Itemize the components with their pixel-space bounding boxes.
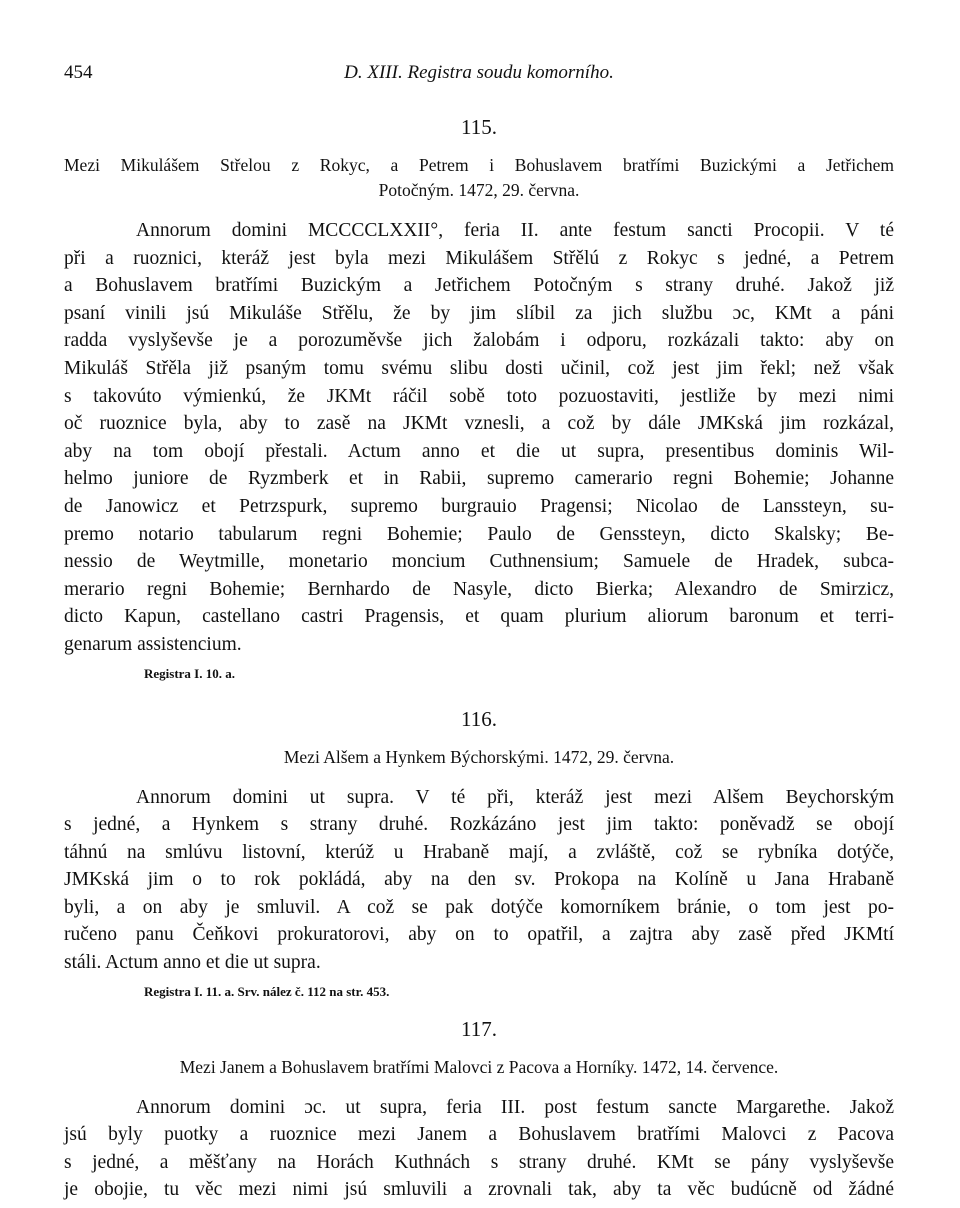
body-line: s jedné, a Hynkem s strany druhé. Rozkázáno jest jim takto: poněvadž se obojí <box>64 814 894 836</box>
heading-line: Mezi Janem a Bohuslavem bratřími Malovci z Pacova a Horníky. 1472, 14. července. <box>179 1056 779 1077</box>
body-line: Annorum domini ut supra. V té při, kteráž jest mezi Alšem Beychorským <box>136 786 894 808</box>
body-line: Annorum domini ɔc. ut supra, feria III. post festum sancte Margarethe. Jakož <box>136 1096 894 1118</box>
body-line: s jedné, a měšťany na Horách Kuthnách s strany druhé. KMt se pány vyslyševše <box>64 1151 894 1173</box>
entry-heading <box>64 153 894 203</box>
heading-line: Mezi Alšem a Hynkem Býchorskými. 1472, 29. června. <box>283 746 675 767</box>
entry-heading <box>64 745 894 770</box>
source-reference: Registra I. 11. a. Srv. nález č. 112 na str. 453. <box>144 983 390 999</box>
body-line: helmo juniore de Ryzmberk et in Rabii, supremo camerario regni Bohemie; Johanne <box>64 468 894 490</box>
body-line: nessio de Weytmille, monetario moncium Cuthnensium; Samuele de Hradek, subca- <box>64 551 894 573</box>
body-line: ručeno panu Čeňkovi prokuratorovi, aby on to opatřil, a zajtra aby zasě před JKMtí <box>64 924 894 946</box>
heading-line: Potočným. 1472, 29. června. <box>378 180 580 200</box>
body-line: radda vyslyševše je a porozuměvše jich žalobám i odporu, rozkázali takto: aby on <box>64 330 894 352</box>
body-line: byli, a on aby je smluvil. A což se pak dotýče komorníkem bránie, o tom jest po- <box>64 896 894 918</box>
entry-number: 115. <box>461 115 497 139</box>
body-line: JMKská jim o to rok pokládá, aby na den sv. Prokopa na Kolíně u Jana Hrabaně <box>64 869 894 891</box>
body-line: s takovúto výmienkú, že JKMt ráčil sobě toto pozuostaviti, jestliže by mezi nimi <box>64 385 894 407</box>
entry-body <box>64 217 894 659</box>
entry-body <box>64 784 894 977</box>
body-line: při a ruoznici, kteráž jest byla mezi Mikulášem Střělú z Rokyc s jedné, a Petrem <box>64 247 894 269</box>
body-line: dicto Kapun, castellano castri Pragensis, et quam plurium aliorum baronum et terri- <box>64 606 894 628</box>
body-line: oč ruoznice byla, aby to zasě na JKMt vznesli, a což by dále JMKská jim rozkázal, <box>64 413 894 435</box>
page-number: 454 <box>64 62 93 83</box>
running-title: D. XIII. Registra soudu komorního. <box>344 62 614 83</box>
body-line: genarum assistencium. <box>64 633 242 655</box>
body-line: premo notario tabularum regni Bohemie; Paulo de Genssteyn, dicto Skalsky; Be- <box>64 523 894 545</box>
entry-body <box>64 1094 894 1204</box>
body-line: je obojie, tu věc mezi nimi jsú smluvili a zrovnali tak, aby ta věc budúcně od žádné <box>64 1179 894 1201</box>
body-line: táhnú na smlúvu listovní, kterúž u Hrabaně mají, a zvláště, což se rybníka dotýče, <box>64 841 894 863</box>
page-content <box>64 113 894 1204</box>
body-line: stáli. Actum anno et die ut supra. <box>64 952 321 974</box>
body-line: de Janowicz et Petrzspurk, supremo burgrauio Pragensi; Nicolao de Lanssteyn, su- <box>64 495 894 517</box>
body-line: jsú byly puotky a ruoznice mezi Janem a Bohuslavem bratřími Malovci z Pacova <box>64 1124 894 1146</box>
body-line: psaní vinili jsú Mikuláše Střělu, že by jim slíbil za jich službu ɔc, KMt a páni <box>64 302 894 324</box>
body-line: Mikuláš Střěla již psaným tomu svému slibu dosti učinil, což jest jim řekl; než však <box>64 357 894 379</box>
entry-115 <box>64 113 894 683</box>
body-line: merario regni Bohemie; Bernhardo de Nasyle, dicto Bierka; Alexandro de Smirzicz, <box>64 578 894 600</box>
body-line: Annorum domini MCCCCLXXII°, feria II. ante festum sancti Procopii. V té <box>136 220 894 241</box>
entry-number: 116. <box>461 706 497 731</box>
source-reference: Registra I. 10. a. <box>144 665 235 681</box>
body-line: aby na tom obojí přestali. Actum anno et die ut supra, presentibus dominis Wil- <box>64 440 894 462</box>
entry-number: 117. <box>461 1016 497 1041</box>
heading-line: Mezi Mikulášem Střelou z Rokyc, a Petrem i Bohuslavem bratřími Buzickými a Jetřichem <box>64 155 894 175</box>
running-head <box>64 62 894 90</box>
entry-117 <box>64 1015 894 1204</box>
body-line: a Bohuslavem bratřími Buzickým a Jetřichem Potočným s strany druhé. Jakož již <box>64 275 894 297</box>
entry-116 <box>64 705 894 1001</box>
entry-heading <box>64 1055 894 1080</box>
